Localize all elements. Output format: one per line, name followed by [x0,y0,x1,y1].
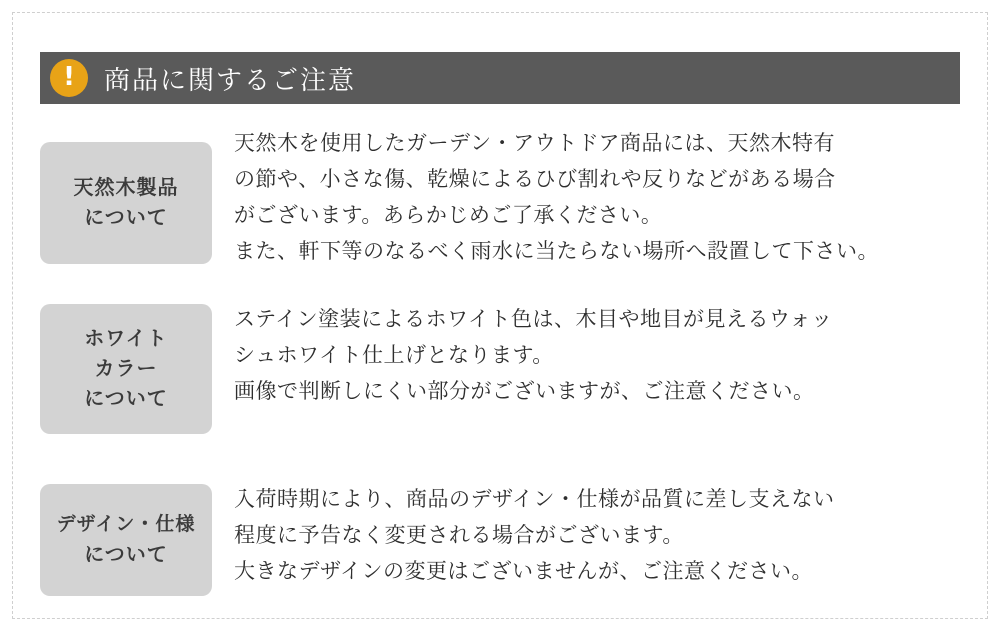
notice-body [212,456,960,590]
notice-label [40,142,212,264]
exclamation-mark: ! [63,62,75,92]
notice-label-line: について [84,388,168,410]
notice-body-line: 天然木を使用したガーデン・アウトドア商品には、天然木特有 [234,132,835,155]
notice-label [40,304,212,434]
notice-body-line: 画像で判断しにくい部分がございますが、ご注意ください。 [234,380,815,403]
notice-label-line: カラー [94,358,158,380]
notice-body [212,126,960,270]
notice-item [40,126,960,270]
notice-item [40,292,960,434]
notice-rows [40,126,960,596]
notice-body-line: の節や、小さな傷、乾燥によるひび割れや反りなどがある場合 [234,168,836,191]
notice-body-line: 大きなデザインの変更はございませんが、ご注意ください。 [234,560,814,583]
notice-body-line: また、軒下等のなるべく雨水に当たらない場所へ設置して下さい。 [234,240,879,263]
notice-header [40,52,960,104]
notice-label-line: デザイン・仕様 [56,514,196,535]
notice-label-line: 天然木製品 [73,177,179,199]
page-title: 商品に関するご注意 [104,64,357,95]
notice-body [212,292,960,410]
notice-content [40,52,960,596]
notice-label-line: について [84,544,168,566]
exclamation-icon [50,59,88,97]
notice-body-line: ステイン塗装によるホワイト色は、木目や地目が見えるウォッ [234,308,833,331]
notice-body-line: シュホワイト仕上げとなります。 [234,344,554,367]
notice-label-line: ホワイト [84,328,168,350]
notice-label-line: について [84,207,168,229]
notice-item [40,456,960,596]
notice-body-line: がございます。あらかじめご了承ください。 [234,204,663,227]
notice-body-line: 程度に予告なく変更される場合がございます。 [234,524,684,547]
notice-body-line: 入荷時期により、商品のデザイン・仕様が品質に差し支えない [234,488,835,511]
notice-label [40,484,212,596]
